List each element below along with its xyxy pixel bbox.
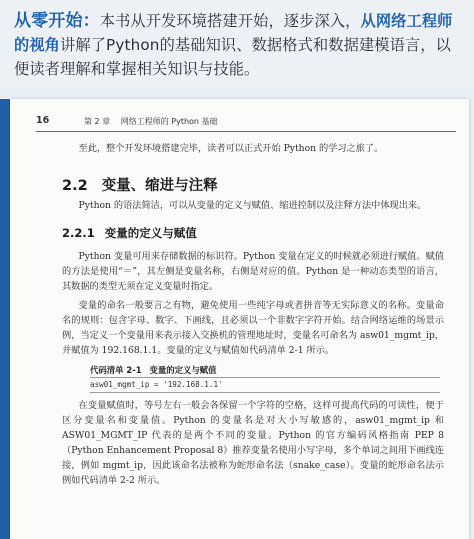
listing-1-title: 变量的定义与赋值 xyxy=(149,365,217,375)
section-heading xyxy=(62,174,218,195)
section-number: 2.2 xyxy=(62,178,88,194)
running-head xyxy=(84,116,226,127)
listing-1-bottom-rule xyxy=(90,392,440,393)
subsection-title: 变量的定义与赋值 xyxy=(104,226,197,240)
page-header xyxy=(36,113,456,132)
banner-text-1: 本书从开发环境搭建开始，逐步深入， xyxy=(99,12,361,30)
paragraph-naming: 变量的命名一般要言之有物，避免使用一些纯字母或者拼音等无实际意义的名称。变量命名的规则：包含字母、数字、下画线，且必须以一个非数字字符开始。结合网络运维的场景示例，当定义一个变量用来表示接入交换机的管理地址时，变量名可命名为 asw01_mgmt_ip，并赋值为 192.168.1.1。变量的定义与赋值如代码清单 2-1 所示。 xyxy=(62,300,444,356)
listing-1-caption xyxy=(90,364,217,376)
intro-paragraph: 至此，整个开发环境搭建完毕，读者可以正式开始 Python 的学习之旅了。 xyxy=(78,143,384,154)
paragraph-variables: Python 变量可用来存储数据的标识符。Python 变量在定义的时候就必须进行赋值。赋值的方法是使用“＝”，其左侧是变量名称，右侧是对应的值。Python 是一种动态类型的语言，其数据的类型无须在定义变量时指定。 xyxy=(62,251,444,292)
book-page xyxy=(10,99,469,539)
listing-1-number: 代码清单 2-1 xyxy=(90,365,142,375)
book-spine-edge xyxy=(0,99,10,539)
promo-banner xyxy=(0,0,474,88)
page-number: 16 xyxy=(36,115,50,126)
paragraph-snake-case: 在变量赋值时，等号左右一般会各保留一个字符的空格，这样可提高代码的可读性，便于区分变量名和变量值。Python 的变量名是对大小写敏感的，asw01_mgmt_ip 和 ASW01_MGMT_IP 代表的是两个不同的变量。Python 的官方编码风格指南 PEP 8（Python Enhancement Proposal 8）推荐变量名使用小写字母，多个单词之间用下画线连接，例如 mgmt_ip，因此该命名法被称为蛇形命名法（snake_case）。变量的蛇形命名法示例如代码清单 2-2 所示。 xyxy=(62,400,444,486)
chapter-title: 网络工程师的 Python 基础 xyxy=(120,117,218,126)
listing-1-code: asw01_mgmt_ip = '192.168.1.1' xyxy=(90,380,223,389)
banner-lead: 从零开始： xyxy=(14,11,100,31)
chapter-number: 第 2 章 xyxy=(84,117,111,126)
banner-text-2: 讲解了Python的基础知识、数据格式和数据建模语言，以便读者理解和掌握相关知识与技能。 xyxy=(14,36,451,78)
subsection-number: 2.2.1 xyxy=(62,226,95,240)
section-paragraph: Python 的语法简洁，可以从变量的定义与赋值、缩进控制以及注释方法中体现出来。 xyxy=(78,200,427,211)
subsection-heading xyxy=(62,225,197,241)
banner-highlight: 从网络工程师的视角 xyxy=(14,12,453,54)
section-title: 变量、缩进与注释 xyxy=(101,178,218,194)
listing-1-top-rule xyxy=(90,377,440,378)
banner-text xyxy=(14,9,466,81)
